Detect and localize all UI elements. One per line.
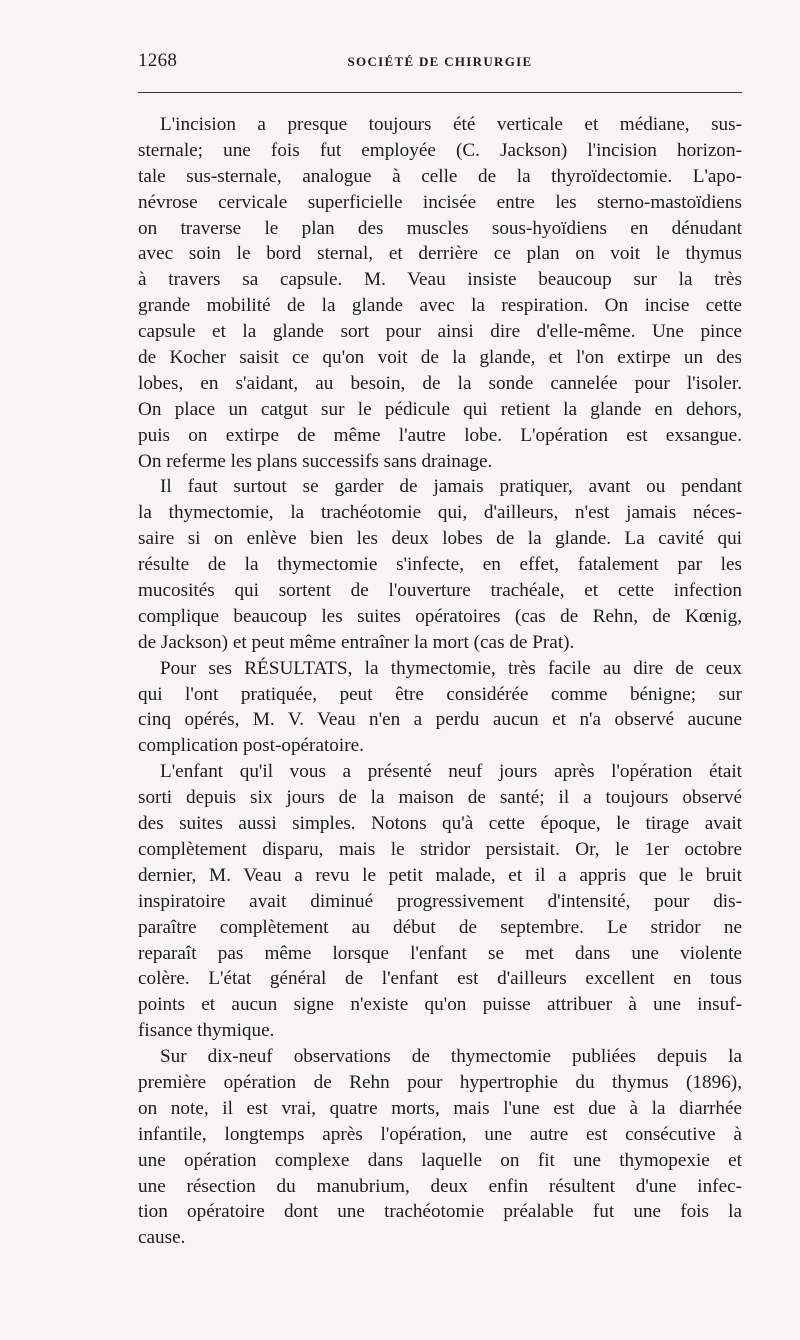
text-line: de Kocher saisit ce qu'on voit de la glande, et l'on extirpe un des bbox=[138, 347, 742, 369]
text-line: cinq opérés, M. V. Veau n'en a perdu aucun et n'a observé aucune bbox=[138, 709, 742, 731]
text-line: grande mobilité de la glande avec la respiration. On incise cette bbox=[138, 295, 742, 317]
text-line: avec soin le bord sternal, et derrière ce plan on voit le thymus bbox=[138, 243, 742, 265]
text-line: cause. bbox=[138, 1227, 186, 1249]
text-line: de Jackson) et peut même entraîner la mort (cas de Prat). bbox=[138, 631, 575, 653]
text-line: Sur dix-neuf observations de thymectomie publiées depuis la bbox=[160, 1046, 742, 1068]
text-line: mucosités qui sortent de l'ouverture trachéale, et cette infection bbox=[138, 580, 742, 602]
text-line: une résection du manubrium, deux enfin résultent d'une infec- bbox=[138, 1175, 742, 1197]
text-line: reparaît pas même lorsque l'enfant se met dans une violente bbox=[138, 942, 742, 964]
text-line: infantile, longtemps après l'opération, une autre est consécutive à bbox=[138, 1123, 742, 1145]
text-line: on note, il est vrai, quatre morts, mais l'une est due à la diarrhée bbox=[138, 1097, 742, 1119]
text-line: Il faut surtout se garder de jamais pratiquer, avant ou pendant bbox=[160, 476, 742, 498]
text-line: complètement disparu, mais le stridor persistait. Or, le 1er octobre bbox=[138, 838, 742, 860]
page-header bbox=[138, 50, 742, 76]
text-line: sternale; une fois fut employée (C. Jackson) l'incision horizon- bbox=[138, 139, 742, 161]
running-head: SOCIÉTÉ DE CHIRURGIE bbox=[347, 54, 533, 69]
text-line: paraître complètement au début de septembre. Le stridor ne bbox=[138, 916, 742, 938]
text-line: complique beaucoup les suites opératoires (cas de Rehn, de Kœnig, bbox=[138, 605, 742, 627]
body-text bbox=[138, 112, 742, 1251]
text-line: capsule et la glande sort pour ainsi dire d'elle-même. Une pince bbox=[138, 321, 742, 343]
text-line: colère. L'état général de l'enfant est d'ailleurs excellent en tous bbox=[138, 968, 742, 990]
text-line: tale sus-sternale, analogue à celle de la thyroïdectomie. L'apo- bbox=[138, 165, 742, 187]
header-rule bbox=[138, 92, 742, 93]
text-line: On place un catgut sur le pédicule qui retient la glande en dehors, bbox=[138, 398, 742, 420]
text-line: qui l'ont pratiquée, peut être considérée comme bénigne; sur bbox=[138, 683, 742, 705]
text-line: lobes, en s'aidant, au besoin, de la sonde cannelée pour l'isoler. bbox=[138, 372, 742, 394]
text-line: Pour ses RÉSULTATS, la thymectomie, très facile au dire de ceux bbox=[160, 657, 742, 679]
text-line: dernier, M. Veau a revu le petit malade, et il a appris que le bruit bbox=[138, 864, 742, 886]
text-line: sorti depuis six jours de la maison de santé; il a toujours observé bbox=[138, 787, 742, 809]
text-line: la thymectomie, la trachéotomie qui, d'ailleurs, n'est jamais néces- bbox=[138, 502, 742, 524]
text-line: fisance thymique. bbox=[138, 1020, 275, 1042]
text-line: des suites aussi simples. Notons qu'à cette époque, le tirage avait bbox=[138, 813, 742, 835]
text-line: névrose cervicale superficielle incisée entre les sterno-mastoïdiens bbox=[138, 191, 742, 213]
text-line: complication post-opératoire. bbox=[138, 735, 364, 757]
text-line: première opération de Rehn pour hypertrophie du thymus (1896), bbox=[138, 1071, 742, 1093]
text-line: résulte de la thymectomie s'infecte, en effet, fatalement par les bbox=[138, 554, 742, 576]
text-line: à travers sa capsule. M. Veau insiste beaucoup sur la très bbox=[138, 269, 742, 291]
text-line: L'enfant qu'il vous a présenté neuf jours après l'opération était bbox=[160, 761, 742, 783]
text-line: points et aucun signe n'existe qu'on puisse attribuer à une insuf- bbox=[138, 994, 742, 1016]
text-line: tion opératoire dont une trachéotomie préalable fut une fois la bbox=[138, 1201, 742, 1223]
page-number: 1268 bbox=[138, 50, 178, 71]
text-line: une opération complexe dans laquelle on fit une thymopexie et bbox=[138, 1149, 742, 1171]
text-line: On referme les plans successifs sans drainage. bbox=[138, 450, 493, 472]
text-line: L'incision a presque toujours été verticale et médiane, sus- bbox=[160, 114, 742, 135]
text-line: puis on extirpe de même l'autre lobe. L'opération est exsangue. bbox=[138, 424, 742, 446]
text-line: on traverse le plan des muscles sous-hyoïdiens en dénudant bbox=[138, 217, 742, 239]
text-line: inspiratoire avait diminué progressivement d'intensité, pour dis- bbox=[138, 890, 742, 912]
text-line: saire si on enlève bien les deux lobes de la glande. La cavité qui bbox=[138, 528, 742, 550]
